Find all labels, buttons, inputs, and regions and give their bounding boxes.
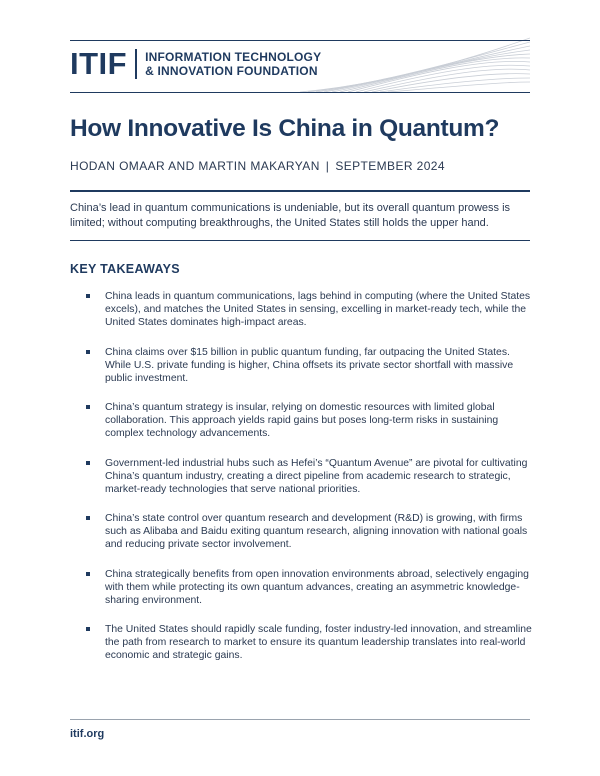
bullet-icon <box>86 294 90 298</box>
bullet-icon <box>86 350 90 354</box>
logo-org-name-line2: & INNOVATION FOUNDATION <box>145 64 318 78</box>
header-rule-top <box>70 40 530 41</box>
byline-separator: | <box>325 159 330 173</box>
takeaway-item <box>86 623 532 662</box>
summary-rule-bottom <box>70 240 530 241</box>
takeaway-text: The United States should rapidly scale funding, foster industry-led innovation, and streamline the path from research to market to ensure its quantum leadership translates into real-world economic and strategic gains. <box>105 624 532 661</box>
bullet-icon <box>86 461 90 465</box>
footer-site-link[interactable]: itif.org <box>70 728 105 740</box>
takeaway-text: China claims over $15 billion in public quantum funding, far outpacing the United States. While U.S. private funding is higher, China offsets its private sector shortfall with massive public investment. <box>105 346 514 384</box>
takeaway-text: China strategically benefits from open innovation environments abroad, selectively engaging with them while protecting its own quantum advances, creating an asymmetric knowledge-sharing environment. <box>105 568 529 606</box>
takeaway-text: China leads in quantum communications, lags behind in computing (where the United States excels), and matches the United States in sensing, excelling in market-ready tech, while the United States dominates high-impact areas. <box>105 291 531 328</box>
takeaway-text: Government-led industrial hubs such as Hefei’s “Quantum Avenue” are pivotal for cultivating China’s quantum industry, creating a direct pipeline from academic research to strategic, market-ready technologies that serve national priorities. <box>105 457 528 495</box>
takeaway-item <box>86 457 532 496</box>
takeaway-item <box>86 512 532 551</box>
takeaway-item <box>86 401 532 440</box>
takeaway-text: China’s quantum strategy is insular, relying on domestic resources with limited global collaboration. This approach yields rapid gains but poses long-term risks in sustaining complex technology advancements. <box>105 402 499 439</box>
report-title: How Innovative Is China in Quantum? <box>70 115 500 142</box>
logo-org-name-line1: INFORMATION TECHNOLOGY <box>145 50 322 64</box>
bullet-icon <box>86 405 90 409</box>
logo-org-name <box>145 50 321 78</box>
summary-paragraph: China’s lead in quantum communications is undeniable, but its overall quantum prowess is limited; without computing breakthroughs, the United States still holds the upper hand. <box>70 202 511 229</box>
logo-mark: ITIF <box>70 46 128 81</box>
bullet-icon <box>86 572 90 576</box>
header-rule-bottom <box>70 92 530 93</box>
summary-rule-top <box>70 190 530 192</box>
bullet-icon <box>86 627 90 631</box>
takeaway-item <box>86 346 532 385</box>
byline-date: SEPTEMBER 2024 <box>335 159 445 173</box>
byline-authors: HODAN OMAAR AND MARTIN MAKARYAN <box>70 159 320 173</box>
byline <box>70 159 445 173</box>
key-takeaways-list <box>86 290 532 662</box>
takeaway-item <box>86 568 532 607</box>
takeaway-text: China’s state control over quantum research and development (R&D) is growing, with firms such as Alibaba and Baidu exiting quantum research, aligning innovation with national goals and reducing private sector involvement. <box>105 513 528 550</box>
takeaway-item <box>86 290 532 329</box>
header-decorative-lines <box>300 36 530 94</box>
logo-divider <box>135 49 137 79</box>
itif-logo <box>70 48 321 80</box>
footer-rule <box>70 719 530 720</box>
key-takeaways-heading: KEY TAKEAWAYS <box>70 262 180 276</box>
bullet-icon <box>86 516 90 520</box>
